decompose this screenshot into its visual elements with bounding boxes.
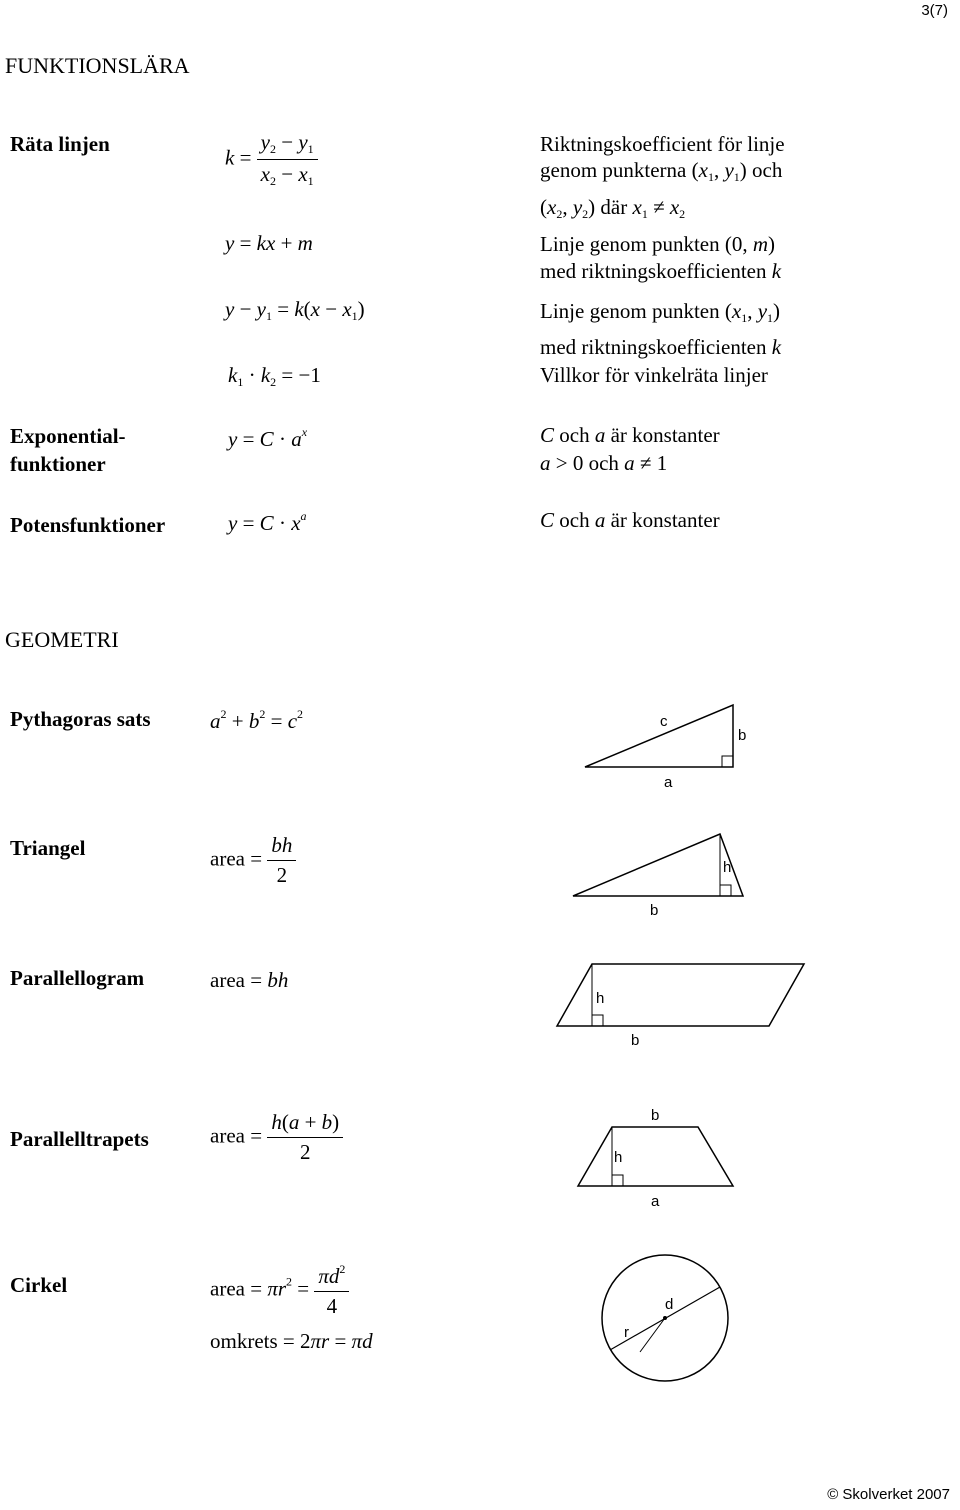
power-formula: $y = C \cdot x^a$ [228,509,307,535]
point-slope-desc: Linje genom punkten ($x_1$, $y_1$) med riktningskoefficienten k [540,299,782,359]
svg-text:h: h [723,859,732,876]
svg-text:c: c [660,713,668,730]
slope-desc-line2: genom punkterna ($x_1$, $y_1$) och [540,158,783,184]
trapezoid-formula: area = $\frac{h(a + b)}{2}$ [210,1110,343,1165]
parallelogram-label: Parallellogram [10,966,145,990]
power-label: Potensfunktioner [10,513,166,537]
section-title-geometry: GEOMETRI [5,627,119,652]
slope-desc-line1: Riktningskoefficient för linje [540,132,785,156]
perpendicular-desc: Villkor för vinkelräta linjer [540,363,768,387]
rata-linjen-label: Räta linjen [10,132,110,156]
svg-text:h: h [596,990,605,1007]
exponential-formula: $y = C \cdot a^x$ [228,425,308,451]
trapezoid-label: Parallelltrapets [10,1127,149,1151]
point-slope-formula: $y - y_1 = k(x - x_1)$ [225,297,365,323]
svg-text:b: b [738,727,747,744]
svg-text:a: a [651,1193,660,1210]
footer-copyright: © Skolverket 2007 [827,1486,950,1503]
svg-text:b: b [651,1107,660,1124]
parallelogram-formula: area = bh [210,968,289,992]
svg-text:b: b [650,902,659,919]
svg-text:b: b [631,1032,640,1049]
exponential-label: Exponential- funktioner [10,424,126,476]
svg-text:r: r [624,1324,629,1341]
slope-formula: k = $\frac{y_2 - y_1}{x_2 - x_1}$ [225,130,318,189]
svg-text:a: a [664,774,673,791]
perpendicular-formula: $k_1 \cdot k_2 = -1$ [228,363,321,389]
pythagoras-formula: $a^2 + b^2 = c^2$ [210,707,304,733]
circle-label: Cirkel [10,1273,68,1297]
svg-text:h: h [614,1149,623,1166]
svg-text:d: d [665,1296,674,1313]
line-desc: Linje genom punkten (0, m) med riktningskoefficienten k [540,232,782,283]
pythagoras-label: Pythagoras sats [10,707,151,731]
line-formula: y = kx + m [225,231,313,255]
triangle-label: Triangel [10,836,86,860]
circle-perimeter-formula: omkrets = 2πr = πd [210,1329,373,1353]
slope-desc-line3: ($x_2$, $y_2$) där $x_1 \ne x_2$ [540,195,686,221]
circle-area-formula: area = $\pi r^2$ = $\frac{\pi d^2}{4}$ [210,1262,349,1319]
triangle-formula: area = $\frac{bh}{2}$ [210,833,296,888]
exponential-desc: C och a är konstanter a > 0 och a ≠ 1 [540,423,720,475]
page-number: 3(7) [921,2,948,19]
power-desc: C och a är konstanter [540,508,720,532]
section-title-functions: FUNKTIONSLÄRA [5,53,190,78]
